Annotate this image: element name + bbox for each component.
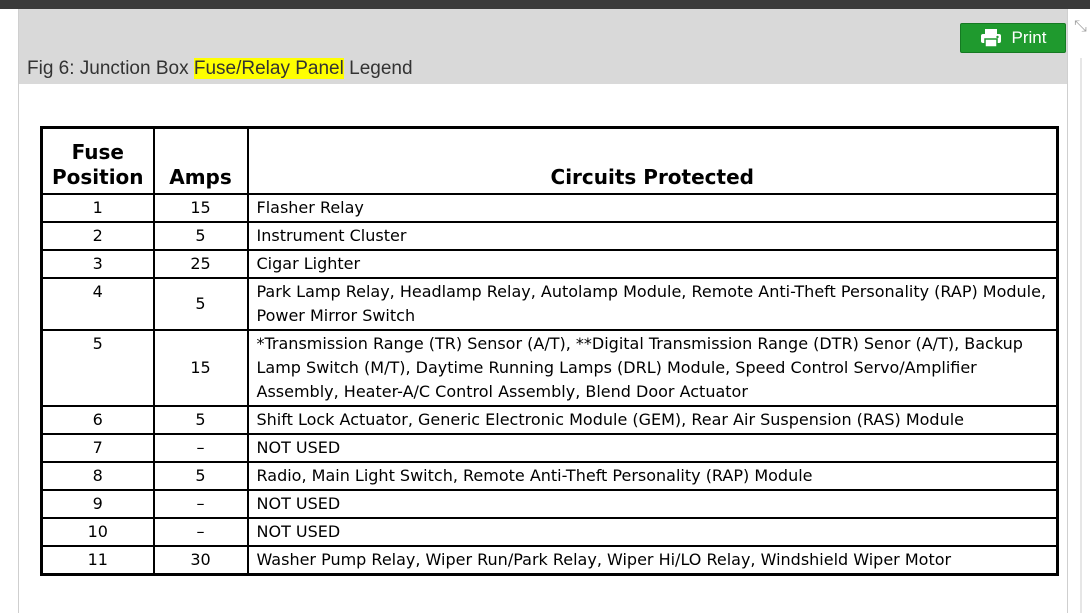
- fuse-position-cell: 10: [42, 518, 154, 546]
- fuse-position-cell: 8: [42, 462, 154, 490]
- amps-cell: 5: [154, 278, 248, 330]
- fuse-position-cell: 5: [42, 330, 154, 406]
- table-row: [42, 194, 1058, 222]
- amps-cell: 5: [154, 462, 248, 490]
- circuits-protected-cell: Cigar Lighter: [248, 250, 1058, 278]
- amps-cell: –: [154, 434, 248, 462]
- header-fuse-position-line2: Position: [51, 164, 144, 189]
- fuse-position-cell: 9: [42, 490, 154, 518]
- header-circuits-protected: Circuits Protected: [248, 128, 1058, 194]
- amps-cell: 25: [154, 250, 248, 278]
- figure-title-prefix: Fig 6: Junction Box: [27, 58, 194, 79]
- figure-title-highlight: Fuse/Relay Panel: [193, 58, 344, 79]
- table-header-row: [42, 128, 1058, 194]
- circuits-protected-cell: Park Lamp Relay, Headlamp Relay, Autolamp Module, Remote Anti-Theft Personality (RAP) Module, Power Mirror Switch: [248, 278, 1058, 330]
- header-fuse-position: [42, 128, 154, 194]
- table-row: [42, 330, 1058, 406]
- fuse-position-cell: 6: [42, 406, 154, 434]
- print-button[interactable]: [960, 23, 1066, 53]
- fuse-position-cell: 4: [42, 278, 154, 330]
- figure-title-suffix: Legend: [343, 58, 413, 79]
- fuse-position-cell: 2: [42, 222, 154, 250]
- printer-icon: [980, 28, 1002, 48]
- fuse-position-cell: 3: [42, 250, 154, 278]
- header-fuse-position-line1: Fuse: [71, 139, 124, 164]
- resize-icon[interactable]: ⤡: [1074, 18, 1087, 35]
- table-row: [42, 462, 1058, 490]
- figure-title: [27, 58, 413, 80]
- circuits-protected-cell: NOT USED: [248, 490, 1058, 518]
- header-amps: Amps: [154, 128, 248, 194]
- print-button-label: Print: [1011, 28, 1047, 47]
- table-row: [42, 222, 1058, 250]
- table-row: [42, 490, 1058, 518]
- table-body: [42, 194, 1058, 575]
- circuits-protected-cell: NOT USED: [248, 434, 1058, 462]
- table-row: [42, 546, 1058, 575]
- amps-cell: –: [154, 518, 248, 546]
- browser-top-bar: [0, 0, 1090, 9]
- amps-cell: 15: [154, 194, 248, 222]
- circuits-protected-cell: *Transmission Range (TR) Sensor (A/T), **Digital Transmission Range (DTR) Senor (A/T), Backup Lamp Switch (M/T), Daytime Running Lamps (DRL) Module, Speed Control Servo/Amplifier Assembly, Heater-A/C Control Assembly, Blend Door Actuator: [248, 330, 1058, 406]
- circuits-protected-cell: Flasher Relay: [248, 194, 1058, 222]
- fuse-position-cell: 11: [42, 546, 154, 575]
- table-row: [42, 250, 1058, 278]
- fuse-position-cell: 7: [42, 434, 154, 462]
- table-row: [42, 434, 1058, 462]
- fuse-legend-table: [40, 126, 1059, 576]
- circuits-protected-cell: Radio, Main Light Switch, Remote Anti-Theft Personality (RAP) Module: [248, 462, 1058, 490]
- amps-cell: 15: [154, 330, 248, 406]
- table-row: [42, 278, 1058, 330]
- vertical-scrollbar[interactable]: [1076, 58, 1086, 613]
- circuits-protected-cell: Washer Pump Relay, Wiper Run/Park Relay, Wiper Hi/LO Relay, Windshield Wiper Motor: [248, 546, 1058, 575]
- amps-cell: –: [154, 490, 248, 518]
- table-row: [42, 518, 1058, 546]
- circuits-protected-cell: NOT USED: [248, 518, 1058, 546]
- table-row: [42, 406, 1058, 434]
- amps-cell: 5: [154, 406, 248, 434]
- panel-header: [19, 9, 1067, 84]
- amps-cell: 5: [154, 222, 248, 250]
- circuits-protected-cell: Instrument Cluster: [248, 222, 1058, 250]
- circuits-protected-cell: Shift Lock Actuator, Generic Electronic Module (GEM), Rear Air Suspension (RAS) Module: [248, 406, 1058, 434]
- fuse-position-cell: 1: [42, 194, 154, 222]
- amps-cell: 30: [154, 546, 248, 575]
